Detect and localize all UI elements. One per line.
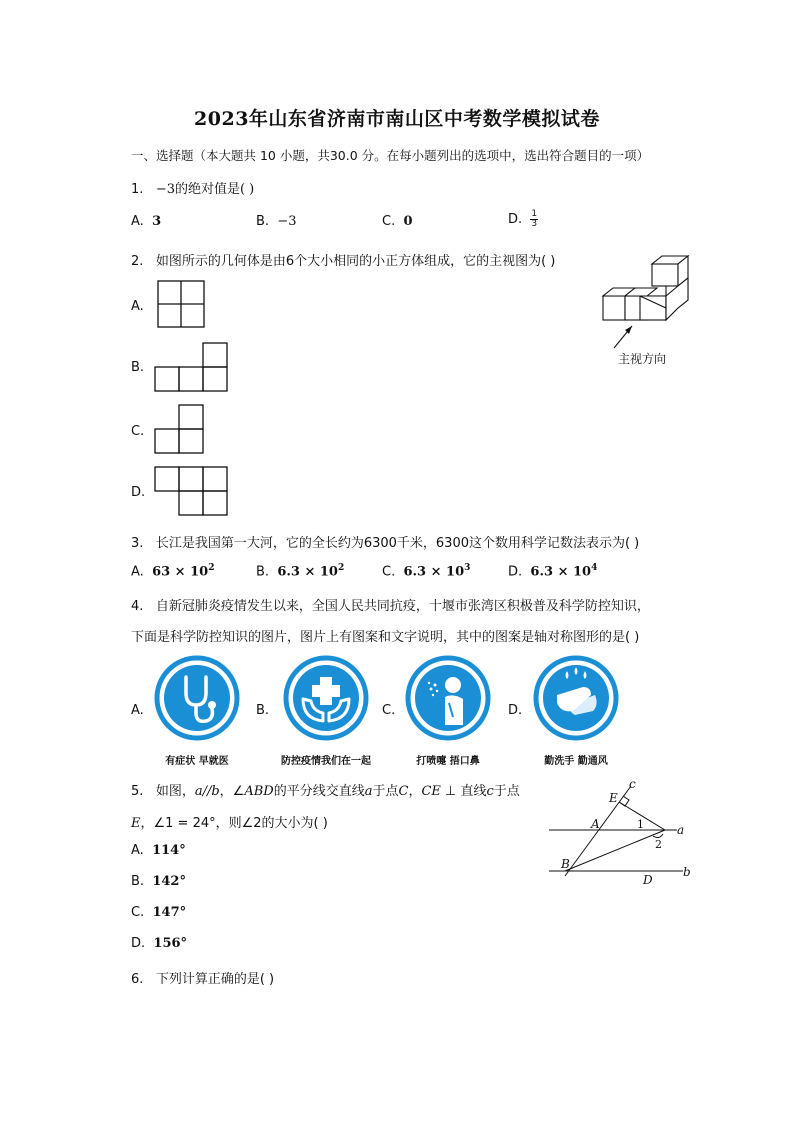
label-d: D <box>643 873 653 887</box>
sneeze-icon <box>405 655 491 741</box>
stethoscope-icon <box>154 655 240 741</box>
q3-option-d[interactable]: D. $6.3 \times 10^4$ <box>508 563 598 580</box>
q3-option-c[interactable]: C. $6.3 \times 10^3$ <box>382 563 471 580</box>
q3-option-b[interactable]: B. $6.3 \times 10^2$ <box>256 563 345 580</box>
label-e: E <box>609 791 618 805</box>
question-4: 4. 自新冠肺炎疫情发生以来，全国人民共同抗疫，十堰市张湾区积极普及科学防控知识， <box>131 599 650 614</box>
question-4-line2: 下面是科学防控知识的图片，图片上有图案和文字说明，其中的图案是轴对称图形的是( ) <box>131 630 640 645</box>
q4-option-b[interactable]: B. <box>256 703 270 718</box>
hands-cross-icon <box>283 655 369 741</box>
q4-caption-b: 防控疫情我们在一起 <box>281 756 371 767</box>
q5-option-c[interactable]: C. 147° <box>131 905 187 920</box>
label-b-point: B <box>561 857 570 871</box>
q4-option-a[interactable]: A. <box>131 703 144 718</box>
question-5: 5. 如图，a//b，∠ABD的平分线交直线a于点C，CE ⊥ 直线c于点 <box>131 784 520 799</box>
label-c: c <box>629 777 636 791</box>
q4-caption-a: 有症状 早就医 <box>165 756 229 767</box>
q5-option-a[interactable]: A. 114° <box>131 843 186 858</box>
view-direction-arrow <box>612 322 642 352</box>
handwash-icon <box>533 655 619 741</box>
q3-option-a[interactable]: A. $63 \times 10^2$ <box>131 563 215 580</box>
q2-option-d-figure <box>154 466 230 518</box>
q2-option-b[interactable]: B. <box>131 360 145 375</box>
question-3: 3. 长江是我国第一大河，它的全长约为6300千米，6300这个数用科学记数法表示为( ) <box>131 536 640 551</box>
q1-option-d[interactable]: D. $\frac{1}{3}$ <box>508 209 538 229</box>
fraction: $\frac{1}{3}$ <box>531 209 538 229</box>
q2-option-c-figure <box>154 404 208 456</box>
q5-option-d[interactable]: D. 156° <box>131 936 188 951</box>
q1-option-c[interactable]: C. 0 <box>382 214 413 229</box>
q4-caption-c: 打喷嚏 捂口鼻 <box>416 756 480 767</box>
parallel-lines-figure <box>545 776 695 891</box>
question-2: 2. 如图所示的几何体是由6个大小相同的小正方体组成，它的主视图为( ) <box>131 254 556 269</box>
question-1: 1. −3的绝对值是( ) <box>131 182 255 197</box>
q2-option-c[interactable]: C. <box>131 424 145 439</box>
q2-option-b-figure <box>154 342 230 394</box>
q2-option-a[interactable]: A. <box>131 299 144 314</box>
figure-caption: 主视方向 <box>618 352 667 366</box>
label-angle-1: 1 <box>637 818 644 831</box>
q2-option-d[interactable]: D. <box>131 485 146 500</box>
label-b-line: b <box>683 865 691 879</box>
page-title: 2023年山东省济南市南山区中考数学模拟试卷 <box>194 108 600 130</box>
question-5-line2: E，∠1 = 24°，则∠2的大小为( ) <box>131 816 328 831</box>
q2-option-a-figure <box>157 280 207 330</box>
q4-option-d[interactable]: D. <box>508 703 523 718</box>
q4-caption-d: 勤洗手 勤通风 <box>544 756 608 767</box>
label-angle-2: 2 <box>655 838 662 851</box>
question-6: 6. 下列计算正确的是( ) <box>131 972 275 987</box>
q1-option-a[interactable]: A. 3 <box>131 214 162 229</box>
label-a-line: a <box>677 823 685 837</box>
label-a-point: A <box>591 817 600 831</box>
q1-option-b[interactable]: B. −3 <box>256 214 297 229</box>
section-heading: 一、选择题（本大题共 10 小题，共30.0 分。在每小题列出的选项中，选出符合题目的一项） <box>131 148 650 163</box>
q5-option-b[interactable]: B. 142° <box>131 874 186 889</box>
q4-option-c[interactable]: C. <box>382 703 396 718</box>
